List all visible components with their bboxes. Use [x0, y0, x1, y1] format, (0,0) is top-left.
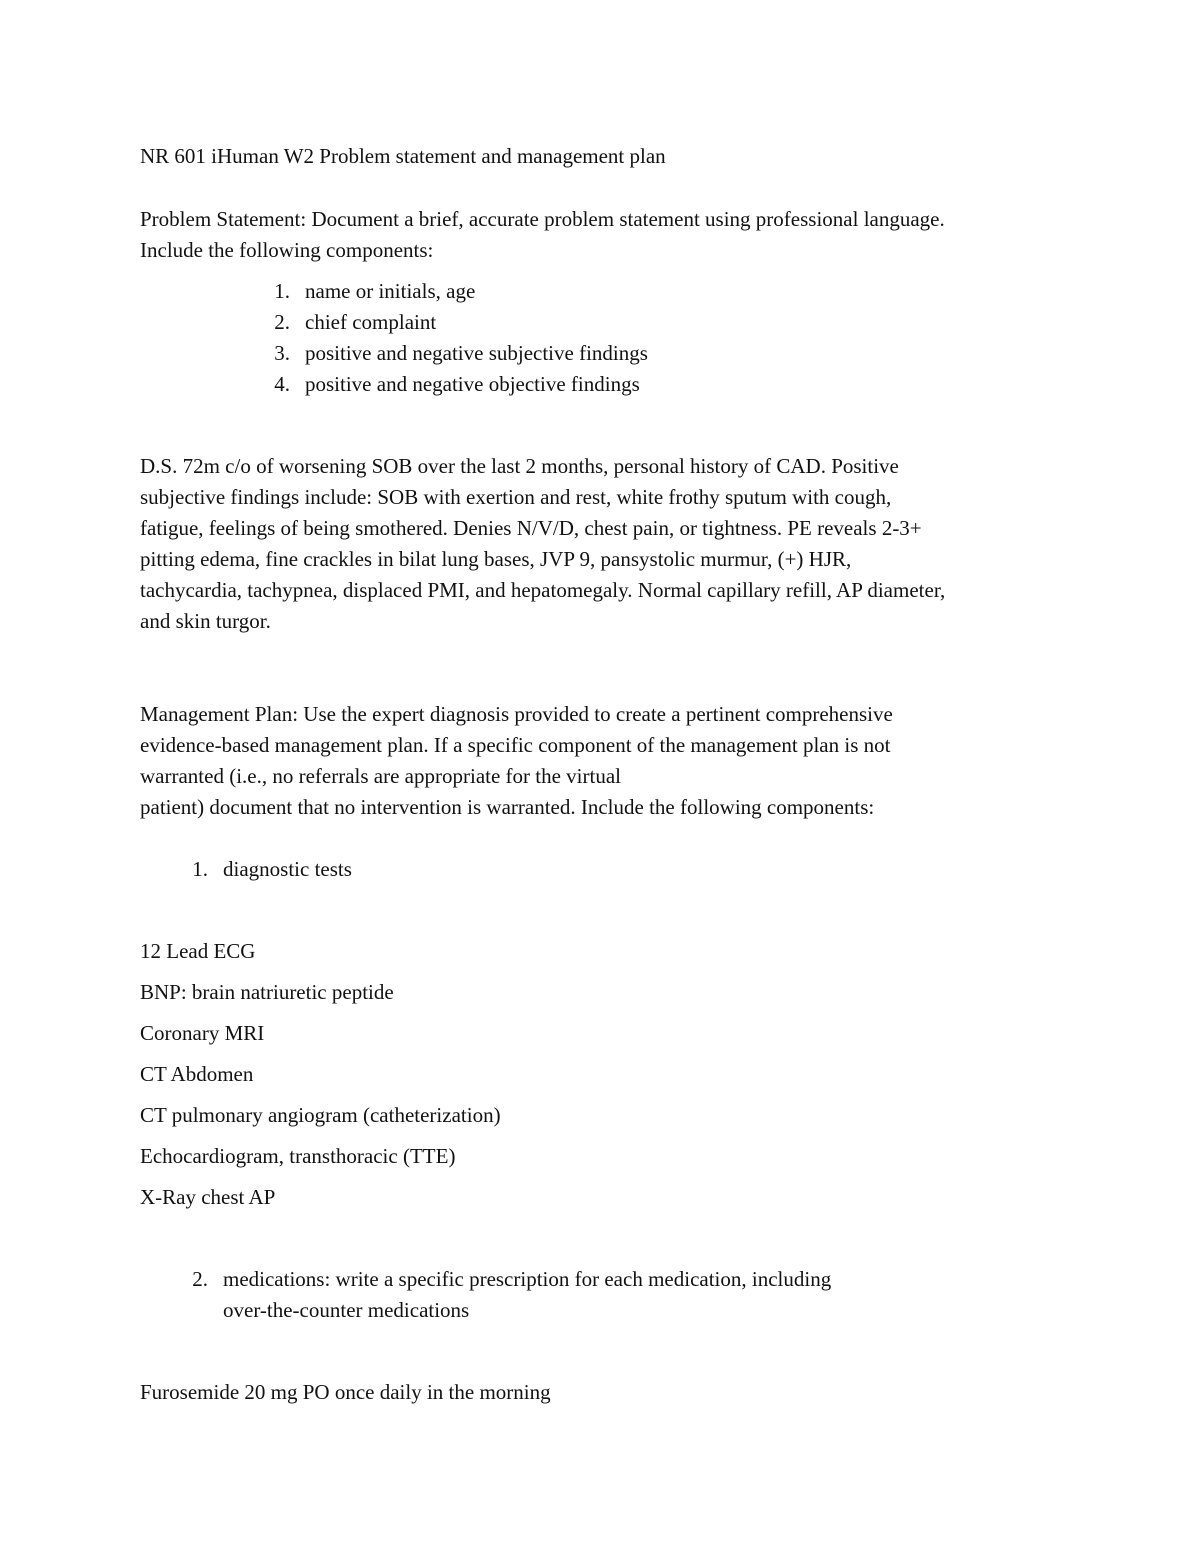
list-number: 1. [192, 857, 208, 881]
list-text: positive and negative objective findings [305, 372, 640, 396]
narrative-line-4: pitting edema, fine crackles in bilat lung bases, JVP 9, pansystolic murmur, (+) HJR, [140, 547, 852, 571]
list-text: medications: write a specific prescription for each medication, including [223, 1267, 832, 1291]
list-text: positive and negative subjective findings [305, 341, 648, 365]
problem-statement-intro-line-1: Problem Statement: Document a brief, accurate problem statement using professional language. [140, 207, 945, 231]
diagnostic-test-5: CT pulmonary angiogram (catheterization) [140, 1103, 501, 1127]
list-number: 2. [274, 310, 290, 334]
management-plan-intro-line-1: Management Plan: Use the expert diagnosis provided to create a pertinent comprehensive [140, 702, 893, 726]
list-number: 4. [274, 372, 290, 396]
medication-1: Furosemide 20 mg PO once daily in the morning [140, 1380, 551, 1404]
problem-statement-intro-line-2: Include the following components: [140, 238, 434, 262]
document-title: NR 601 iHuman W2 Problem statement and management plan [140, 144, 666, 168]
diagnostic-test-7: X-Ray chest AP [140, 1185, 276, 1209]
management-plan-intro-line-2: evidence-based management plan. If a specific component of the management plan is not [140, 733, 891, 757]
list-text: chief complaint [305, 310, 437, 334]
diagnostic-test-3: Coronary MRI [140, 1021, 265, 1045]
diagnostic-test-6: Echocardiogram, transthoracic (TTE) [140, 1144, 456, 1168]
narrative-line-6: and skin turgor. [140, 609, 271, 633]
narrative-line-1: D.S. 72m c/o of worsening SOB over the last 2 months, personal history of CAD. Positive [140, 454, 899, 478]
list-text: diagnostic tests [223, 857, 352, 881]
management-plan-intro-line-3: warranted (i.e., no referrals are appropriate for the virtual [140, 764, 622, 788]
diagnostic-test-4: CT Abdomen [140, 1062, 254, 1086]
list-number: 3. [274, 341, 290, 365]
diagnostic-test-2: BNP: brain natriuretic peptide [140, 980, 394, 1004]
narrative-line-2: subjective findings include: SOB with exertion and rest, white frothy sputum with cough, [140, 485, 892, 509]
management-plan-intro-line-4: patient) document that no intervention is warranted. Include the following components: [140, 795, 875, 819]
narrative-line-3: fatigue, feelings of being smothered. Denies N/V/D, chest pain, or tightness. PE reveals 2-3+ [140, 516, 922, 540]
list-text: over-the-counter medications [223, 1298, 470, 1322]
list-text: name or initials, age [305, 279, 476, 303]
diagnostic-test-1: 12 Lead ECG [140, 939, 256, 963]
narrative-line-5: tachycardia, tachypnea, displaced PMI, and hepatomegaly. Normal capillary refill, AP diameter, [140, 578, 946, 602]
list-number: 2. [192, 1267, 208, 1291]
list-number: 1. [274, 279, 290, 303]
